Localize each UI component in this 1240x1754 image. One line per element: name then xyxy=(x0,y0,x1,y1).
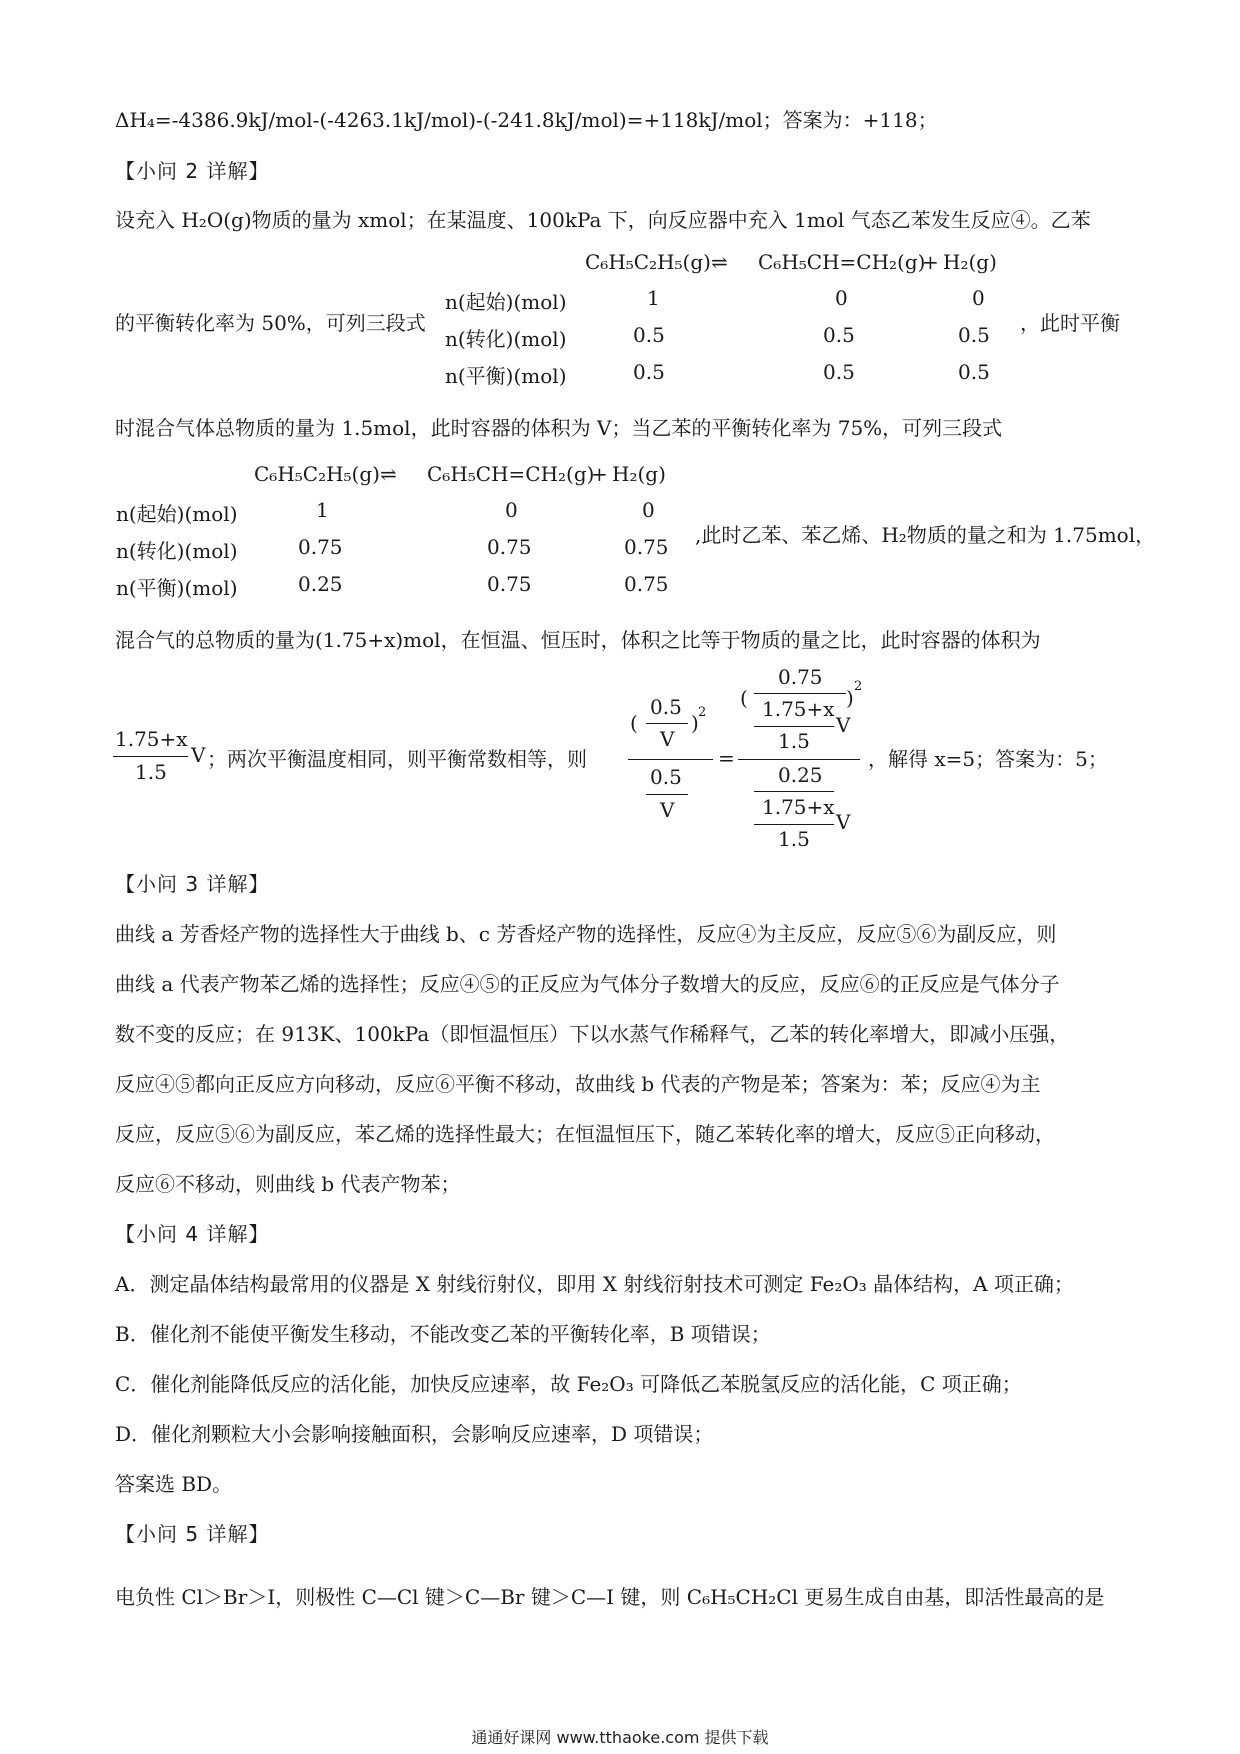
cell-change-c: 0.75 xyxy=(624,535,669,559)
lower-bar xyxy=(646,794,688,795)
top-num: 0.75 xyxy=(778,665,823,689)
row-label-initial: n(起始)(mol) xyxy=(116,502,238,526)
main-bar xyxy=(628,759,713,760)
cell-change-c: 0.5 xyxy=(958,323,990,347)
heading-q4: 【小问 4 详解】 xyxy=(115,1222,270,1246)
fraction-bar xyxy=(113,756,188,757)
cell-initial-b: 0 xyxy=(835,286,848,310)
paren-open: ( xyxy=(740,686,748,710)
three-phase-table-1 xyxy=(440,250,1080,390)
q3-line-2: 曲线 a 代表产物苯乙烯的选择性；反应④⑤的正反应为气体分子数增大的反应，反应⑥的正反应是气体分子 xyxy=(115,972,1060,996)
exponent-2: 2 xyxy=(698,705,707,720)
inner-num: 0.5 xyxy=(650,695,682,719)
q2-line-2a: 的平衡转化率为 50%，可列三段式 xyxy=(115,311,426,335)
q2-line-6a: ；两次平衡温度相同，则平衡常数相等，则 xyxy=(207,747,587,771)
cell-equilibrium-a: 0.5 xyxy=(633,360,665,384)
eq-product-2: H₂(g) xyxy=(943,250,997,274)
heading-q3: 【小问 3 详解】 xyxy=(115,872,270,896)
inner-bar xyxy=(646,723,688,724)
bottom-den: 1.75+x xyxy=(762,795,835,819)
eq-plus: + xyxy=(922,250,939,274)
cell-change-a: 0.75 xyxy=(298,535,343,559)
main-bar xyxy=(738,759,860,760)
cell-equilibrium-b: 0.75 xyxy=(487,572,532,596)
cell-initial-a: 1 xyxy=(647,286,660,310)
cell-equilibrium-c: 0.5 xyxy=(958,360,990,384)
volume-fraction xyxy=(113,727,206,797)
q5-line-1: 电负性 Cl＞Br＞I，则极性 C—Cl 键＞C—Br 键＞C—I 键，则 C₆H₅CH₂Cl 更易生成自由基，即活性最高的是 xyxy=(115,1585,1105,1609)
vol-denominator: 1.5 xyxy=(135,760,167,784)
eq-product-1: C₆H₅CH=CH₂(g) xyxy=(758,250,926,274)
q3-line-1: 曲线 a 芳香烃产物的选择性大于曲线 b、c 芳香烃产物的选择性，反应④为主反应，反应⑤⑥为副反应，则 xyxy=(115,922,1057,946)
bottom-num: 0.25 xyxy=(778,763,823,787)
paren-close: ) xyxy=(846,686,854,710)
q3-line-6: 反应⑥不移动，则曲线 b 代表产物苯； xyxy=(115,1172,461,1196)
k-right-side xyxy=(738,665,863,855)
cell-equilibrium-b: 0.5 xyxy=(823,360,855,384)
three-phase-table-2 xyxy=(112,462,692,602)
q3-line-5: 反应，反应⑤⑥为副反应，苯乙烯的选择性最大；在恒温恒压下，随乙苯转化率的增大，反应⑤正向移动， xyxy=(115,1122,1055,1146)
row-label-equilibrium: n(平衡)(mol) xyxy=(116,576,238,600)
q4-option-c: C．催化剂能降低反应的活化能，加快反应速率，故 Fe₂O₃ 可降低乙苯脱氢反应的活化能，C 项正确； xyxy=(115,1372,1022,1396)
q4-option-a: A．测定晶体结构最常用的仪器是 X 射线衍射仪，即用 X 射线衍射技术可测定 Fe₂O₃ 晶体结构，A 项正确； xyxy=(115,1272,1074,1296)
q2-line-5: 混合气的总物质的量为(1.75+x)mol，在恒温、恒压时，体积之比等于物质的量之比，此时容器的体积为 xyxy=(115,628,1041,652)
q3-line-4: 反应④⑤都向正反应方向移动，反应⑥平衡不移动，故曲线 b 代表的产物是苯；答案为：苯；反应④为主 xyxy=(115,1072,1041,1096)
heading-q5: 【小问 5 详解】 xyxy=(115,1522,270,1546)
cell-initial-a: 1 xyxy=(316,498,329,522)
q3-line-3: 数不变的反应；在 913K、100kPa（即恒温恒压）下以水蒸气作稀释气，乙苯的转化率增大，即减小压强， xyxy=(115,1022,1070,1046)
q2-line-6b: ，解得 x=5；答案为：5； xyxy=(868,747,1108,771)
q4-option-d: D．催化剂颗粒大小会影响接触面积，会影响反应速率，D 项错误； xyxy=(115,1422,714,1446)
inner-den: V xyxy=(660,727,675,751)
cell-initial-c: 0 xyxy=(642,498,655,522)
bottom-bar xyxy=(754,791,834,792)
cell-equilibrium-c: 0.75 xyxy=(624,572,669,596)
top-den-2: 1.5 xyxy=(778,729,810,753)
row-label-equilibrium: n(平衡)(mol) xyxy=(445,364,567,388)
vol-v: V xyxy=(191,743,206,767)
q2-line-3: 时混合气体总物质的量为 1.5mol，此时容器的体积为 V；当乙苯的平衡转化率为 75%，可列三段式 xyxy=(115,416,1003,440)
bottom-den-2: 1.5 xyxy=(778,827,810,851)
q2-line-1: 设充入 H₂O(g)物质的量为 xmol；在某温度、100kPa 下，向反应器中充入 1mol 气态乙苯发生反应④。乙苯 xyxy=(115,208,1091,232)
cell-change-b: 0.5 xyxy=(823,323,855,347)
cell-initial-c: 0 xyxy=(972,286,985,310)
cell-equilibrium-a: 0.25 xyxy=(298,572,343,596)
bottom-bar-2 xyxy=(754,824,834,825)
heading-q2: 【小问 2 详解】 xyxy=(115,159,270,183)
eq-plus: + xyxy=(591,462,608,486)
top-den: 1.75+x xyxy=(762,697,835,721)
q2-line-2b: ，此时平衡 xyxy=(1020,311,1120,335)
lower-num: 0.5 xyxy=(650,765,682,789)
page-footer: 通通好课网 www.tthaoke.com 提供下载 xyxy=(471,1728,769,1747)
paren-close: ) xyxy=(691,711,699,735)
k-left-side xyxy=(628,695,718,830)
top-bar xyxy=(754,693,846,694)
cell-initial-b: 0 xyxy=(505,498,518,522)
lower-den: V xyxy=(660,798,675,822)
mid-bar xyxy=(754,726,834,727)
paren-open: ( xyxy=(630,711,638,735)
vol-numerator: 1.75+x xyxy=(115,727,188,751)
eq-product-1: C₆H₅CH=CH₂(g) xyxy=(427,462,595,486)
delta-h4-line: ΔH₄=-4386.9kJ/mol-(-4263.1kJ/mol)-(-241.8kJ/mol)=+118kJ/mol；答案为：+118； xyxy=(115,108,938,132)
q2-line-4: ,此时乙苯、苯乙烯、H₂物质的量之和为 1.75mol， xyxy=(695,523,1156,547)
eq-reactant: C₆H₅C₂H₅(g)⇌ xyxy=(254,462,397,486)
row-label-initial: n(起始)(mol) xyxy=(445,290,567,314)
top-v: V xyxy=(836,713,851,737)
cell-change-b: 0.75 xyxy=(487,535,532,559)
bottom-v: V xyxy=(836,810,851,834)
eq-reactant: C₆H₅C₂H₅(g)⇌ xyxy=(585,250,728,274)
equals-sign: = xyxy=(718,746,735,770)
exponent-2: 2 xyxy=(854,679,863,694)
cell-change-a: 0.5 xyxy=(633,323,665,347)
eq-product-2: H₂(g) xyxy=(612,462,666,486)
row-label-change: n(转化)(mol) xyxy=(116,539,238,563)
q4-option-b: B．催化剂不能使平衡发生移动，不能改变乙苯的平衡转化率，B 项错误； xyxy=(115,1322,771,1346)
q4-answer: 答案选 BD。 xyxy=(115,1472,233,1496)
row-label-change: n(转化)(mol) xyxy=(445,327,567,351)
